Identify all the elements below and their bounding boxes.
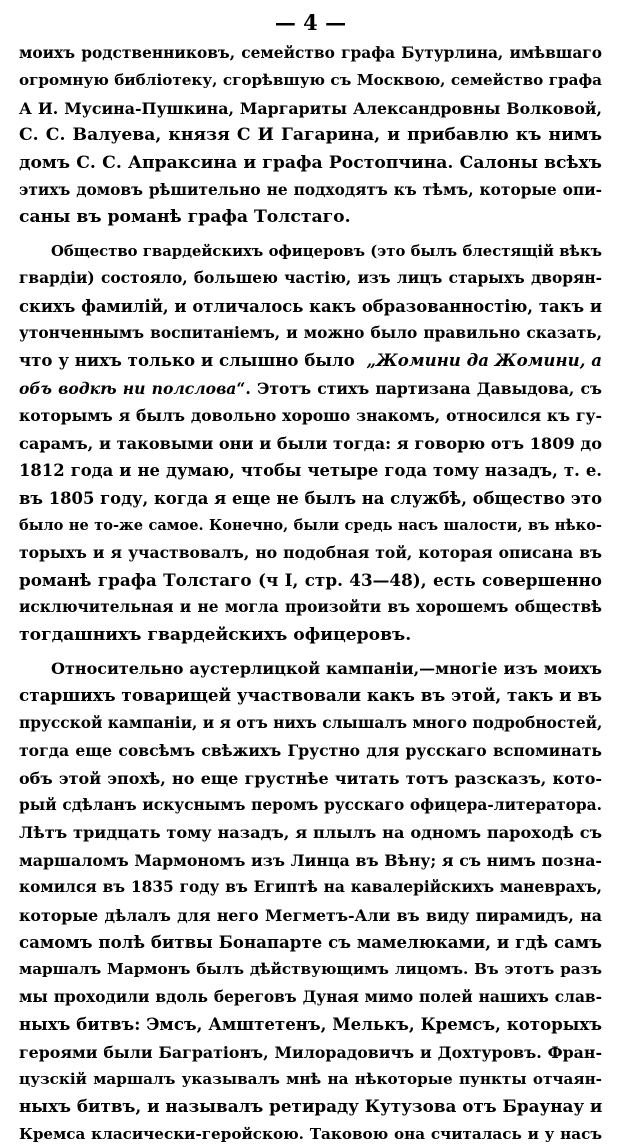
text-line: Лѣтъ тридцать тому назадъ, я плылъ на одномъ пароходѣ съ bbox=[19, 823, 602, 843]
text-line: самомъ полѣ битвы Бонапарте съ мамелюками, и гдѣ самъ bbox=[19, 932, 602, 952]
text-line: Кремса класически-геройскою. Таковою она считалась и у насъ bbox=[19, 1124, 602, 1143]
text-line: объ этой эпохѣ, но еще грустнѣе читать тотъ разсказъ, кото- bbox=[19, 768, 602, 788]
text-line: цузскій маршалъ указывалъ мнѣ на нѣкоторые пункты отчаян- bbox=[19, 1070, 602, 1089]
text-segment: что у нихъ только и слышно было bbox=[19, 350, 355, 371]
paragraph-3 bbox=[19, 655, 602, 1148]
text-line: старшихъ товарищей участвовали какъ въ этой, такъ и въ bbox=[19, 685, 602, 706]
text-line: этихъ домовъ рѣшительно не подходятъ къ тѣмъ, которые опи- bbox=[19, 181, 602, 200]
text-line: Относительно аустерлицкой кампаніи,—многіе изъ моихъ bbox=[51, 658, 602, 678]
text-line: которые дѣлалъ для него Мегметъ-Али въ виду пирамидъ, на bbox=[19, 905, 602, 925]
text-line: маршалъ Мармонъ былъ дѣйствующимъ лицомъ. Въ этотъ разъ bbox=[19, 960, 602, 979]
text-line bbox=[19, 375, 602, 402]
text-line: гвардіи) состояло, большею частію, изъ лицъ старыхъ дворян- bbox=[19, 269, 602, 288]
text-line: утонченнымъ воспитаніемъ, и можно было правильно сказать, bbox=[19, 324, 602, 343]
page-number: — 4 — bbox=[274, 10, 347, 35]
text-line: скихъ фамилій, и отличалось какъ образованностію, такъ и bbox=[19, 296, 602, 316]
text-line: было не то-же самое. Конечно, были средь насъ шалости, въ нѣко- bbox=[19, 516, 602, 534]
text-line: домъ С. С. Апраксина и графа Ростопчина. Салоны всѣхъ bbox=[19, 152, 602, 173]
text-line: Общество гвардейскихъ офицеровъ (это былъ блестящій вѣкъ bbox=[51, 242, 602, 260]
quote-italic: „Жомини да Жомини, а bbox=[366, 350, 602, 371]
text-line: рый сдѣланъ искуснымъ перомъ русскаго офицера-литератора. bbox=[19, 795, 602, 814]
text-line: С. С. Валуева, князя С И Гагарина, и прибавлю къ нимъ bbox=[19, 125, 602, 146]
text-line: романѣ графа Толстаго (ч I, стр. 43—48), есть совершенно bbox=[19, 569, 602, 590]
text-line: огромную библіотеку, сгорѣвшую съ Москвою, семейство графа bbox=[19, 71, 602, 90]
paragraph-1 bbox=[19, 40, 602, 232]
text-line: ныхъ битвъ, и называлъ ретираду Кутузова отъ Браунау и bbox=[19, 1096, 603, 1117]
text-segment: “. Этотъ стихъ партизана Давыдова, съ bbox=[236, 378, 602, 398]
text-line: маршаломъ Мармономъ изъ Линца въ Вѣну; я съ нимъ позна- bbox=[19, 850, 602, 870]
text-line bbox=[19, 347, 602, 374]
text-line: героями были Багратіонъ, Милорадовичъ и Дохтуровъ. Фран- bbox=[19, 1042, 602, 1062]
text-line: саны въ романѣ графа Толстаго. bbox=[19, 207, 351, 228]
text-line: тогдашнихъ гвардейскихъ офицеровъ. bbox=[19, 624, 412, 645]
text-line: прусской кампаніи, и я отъ нихъ слышалъ много подробностей, bbox=[19, 713, 603, 732]
text-line: А И. Мусина-Пушкина, Маргариты Александровны Волковой, bbox=[19, 98, 602, 118]
text-line: исключительная и не могла произойти въ хорошемъ обществѣ bbox=[19, 598, 602, 617]
text-line: 1812 года и не думаю, чтобы четыре года тому назадъ, т. е. bbox=[19, 461, 602, 481]
text-line: въ 1805 году, когда я еще не былъ на службѣ, общество это bbox=[19, 488, 602, 508]
text-line: сарамъ, и таковыми они и были тогда: я говорю отъ 1809 до bbox=[19, 433, 602, 453]
text-line: торыхъ и я участвовалъ, но подобная той, которая описана въ bbox=[19, 543, 602, 563]
text-line: мы проходили вдоль береговъ Дуная мимо полей нашихъ слав- bbox=[19, 987, 602, 1006]
text-line: ныхъ битвъ: Эмсъ, Амштетенъ, Мелькъ, Кремсъ, которыхъ bbox=[19, 1014, 602, 1035]
text-line: моихъ родственниковъ, семейство графа Бутурлина, имѣвшаго bbox=[19, 44, 602, 62]
quote-italic: объ водкѣ ни полслова bbox=[19, 378, 237, 398]
paragraph-2 bbox=[19, 238, 602, 649]
text-line: комился въ 1835 году въ Египтѣ на кавалерійскихъ маневрахъ, bbox=[19, 878, 602, 897]
text-line: тогда еще совсѣмъ свѣжихъ Грустно для русскаго вспоминать bbox=[19, 741, 602, 761]
text-line: которымъ я былъ довольно хорошо знакомъ, относился къ гу- bbox=[19, 406, 602, 426]
